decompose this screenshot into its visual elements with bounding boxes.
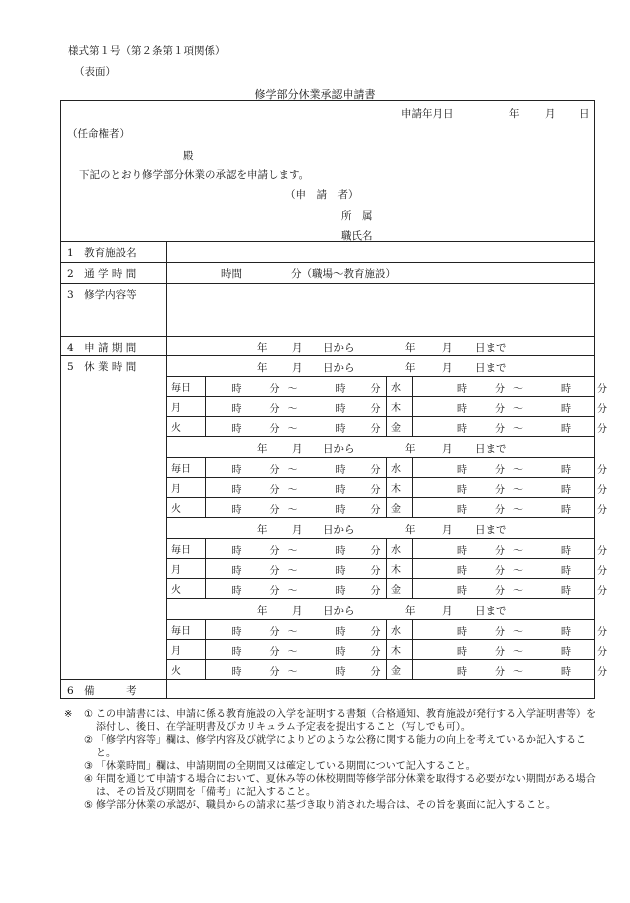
date-label: 申請年月日 <box>401 108 454 120</box>
time-range-left[interactable] <box>205 458 387 478</box>
day-left: 毎日 <box>167 539 205 559</box>
sched-tilde: ～ <box>287 627 298 638</box>
time-range-left[interactable] <box>205 640 387 660</box>
sched-tilde: ～ <box>287 404 298 415</box>
period-value-cell[interactable] <box>167 337 595 356</box>
period-month-2: 月 <box>442 342 453 354</box>
sched-minute: 分 <box>269 485 280 496</box>
time-range-right[interactable] <box>413 660 607 680</box>
sched-year: 年 <box>257 605 268 617</box>
time-range-right[interactable] <box>413 539 607 559</box>
note-text: 年間を通じて申請する場合において、夏休み等の休校期間等修学部分休業を取得する必要がない期間がある場合は、その旨及び期間を「備考」に記入すること。 <box>96 774 596 798</box>
sched-hour: 時 <box>457 465 467 476</box>
day-left: 火 <box>167 579 205 599</box>
sched-hour-2: 時 <box>561 384 571 395</box>
schedule-row <box>167 660 594 680</box>
commute-label-cell <box>61 263 167 284</box>
sched-hour-2: 時 <box>561 404 571 415</box>
note-mark: ⑤ <box>84 800 93 811</box>
content-value-cell[interactable] <box>167 284 595 337</box>
day-left: 月 <box>167 640 205 660</box>
day-right: 金 <box>387 417 413 437</box>
sched-minute: 分 <box>495 505 505 516</box>
edu-label-cell <box>61 242 167 263</box>
time-range-left[interactable] <box>205 620 387 640</box>
sched-minute: 分 <box>269 667 280 678</box>
note-text: この申請書には、申請に係る教育施設の入学を証明する書類（合格通知、教育施設が発行する入学証明書等）を添付し、後日、在学証明書及びカリキュラム予定表を提出すること（写しでも可）。 <box>96 709 596 733</box>
sched-until: 日まで <box>475 524 507 536</box>
sched-hour: 時 <box>457 485 467 496</box>
sched-minute: 分 <box>495 586 505 597</box>
sched-tilde: ～ <box>287 485 298 496</box>
note-item <box>62 799 597 812</box>
edu-value-cell[interactable] <box>167 242 595 263</box>
sched-hour-2: 時 <box>561 566 571 577</box>
sched-hour-2: 時 <box>335 485 346 496</box>
sched-year-2: 年 <box>405 605 416 617</box>
sched-tilde: ～ <box>513 647 523 658</box>
sched-minute: 分 <box>495 424 505 435</box>
honorific-label: 殿 <box>183 150 194 162</box>
sched-minute: 分 <box>269 384 280 395</box>
sched-minute-2: 分 <box>597 546 607 557</box>
sched-hour-2: 時 <box>561 586 571 597</box>
date-day[interactable]: 日 <box>579 108 590 120</box>
sched-hour-2: 時 <box>335 384 346 395</box>
sched-minute-2: 分 <box>370 384 381 395</box>
time-range-right[interactable] <box>413 377 607 397</box>
note-mark: ③ <box>84 761 93 772</box>
sched-tilde: ～ <box>513 424 523 435</box>
sched-hour-2: 時 <box>335 505 346 516</box>
period-from: 日から <box>323 342 355 354</box>
sched-hour-2: 時 <box>335 465 346 476</box>
sched-minute-2: 分 <box>597 404 607 415</box>
day-right: 水 <box>387 620 413 640</box>
sched-hour-2: 時 <box>335 404 346 415</box>
side-label: （表面） <box>74 66 116 78</box>
sched-from: 日から <box>323 443 355 455</box>
sched-minute: 分 <box>269 647 280 658</box>
sched-year: 年 <box>257 524 268 536</box>
sched-year-2: 年 <box>405 443 416 455</box>
sched-minute: 分 <box>269 627 280 638</box>
schedule-row <box>167 397 594 417</box>
sched-minute-2: 分 <box>597 465 607 476</box>
time-range-left[interactable] <box>205 539 387 559</box>
day-left: 火 <box>167 498 205 518</box>
time-range-left[interactable] <box>205 559 387 579</box>
sched-minute-2: 分 <box>370 465 381 476</box>
sched-tilde: ～ <box>287 384 298 395</box>
sched-hour-2: 時 <box>561 424 571 435</box>
sched-tilde: ～ <box>287 586 298 597</box>
sched-tilde: ～ <box>287 667 298 678</box>
sched-tilde: ～ <box>287 505 298 516</box>
sched-minute-2: 分 <box>597 667 607 678</box>
application-form-table <box>60 100 607 699</box>
time-range-left[interactable] <box>205 579 387 599</box>
sched-minute: 分 <box>495 627 505 638</box>
sched-minute: 分 <box>269 586 280 597</box>
schedule-period-line[interactable] <box>167 517 594 538</box>
sched-hour: 時 <box>231 404 242 415</box>
sched-hour-2: 時 <box>561 505 571 516</box>
sched-minute-2: 分 <box>370 485 381 496</box>
note-mark: ② <box>84 735 93 746</box>
sched-hour-2: 時 <box>561 647 571 658</box>
day-right: 水 <box>387 539 413 559</box>
sched-month: 月 <box>292 362 303 374</box>
schedule-row <box>167 417 594 437</box>
authority-label: （任命権者） <box>67 128 130 140</box>
time-range-right[interactable] <box>413 620 607 640</box>
sched-hour: 時 <box>457 627 467 638</box>
sched-minute: 分 <box>269 404 280 415</box>
sched-from: 日から <box>323 524 355 536</box>
sched-hour: 時 <box>457 404 467 415</box>
schedule-grid <box>167 538 607 598</box>
hours-label: 5 休 業 時 間 <box>67 361 137 373</box>
sched-minute-2: 分 <box>370 505 381 516</box>
day-right: 水 <box>387 458 413 478</box>
sched-hour-2: 時 <box>335 667 346 678</box>
sched-month: 月 <box>292 605 303 617</box>
sched-minute-2: 分 <box>370 647 381 658</box>
sched-tilde: ～ <box>513 586 523 597</box>
day-left: 毎日 <box>167 458 205 478</box>
day-right: 木 <box>387 559 413 579</box>
day-right: 金 <box>387 498 413 518</box>
note-mark: ① <box>84 709 93 720</box>
schedule-grid <box>167 376 607 436</box>
sched-minute: 分 <box>495 485 505 496</box>
sched-hour-2: 時 <box>561 546 571 557</box>
sched-hour: 時 <box>231 485 242 496</box>
sched-hour: 時 <box>231 384 242 395</box>
schedule-row <box>167 579 594 599</box>
sched-minute-2: 分 <box>597 505 607 516</box>
time-range-left[interactable] <box>205 397 387 417</box>
sched-minute-2: 分 <box>370 424 381 435</box>
sched-hour: 時 <box>231 647 242 658</box>
affiliation-label[interactable]: 所 属 <box>341 210 373 222</box>
sched-minute-2: 分 <box>597 647 607 658</box>
sched-hour: 時 <box>231 586 242 597</box>
sched-month-2: 月 <box>442 362 453 374</box>
time-range-right[interactable] <box>413 498 607 518</box>
sched-until: 日まで <box>475 443 507 455</box>
day-right: 金 <box>387 579 413 599</box>
day-right: 木 <box>387 478 413 498</box>
sched-hour: 時 <box>231 505 242 516</box>
sched-minute: 分 <box>269 546 280 557</box>
edu-label: 1 教育施設名 <box>67 247 137 259</box>
note-text: 修学部分休業の承認が、職員からの請求に基づき取り消された場合は、その旨を裏面に記入すること。 <box>96 800 556 811</box>
hours-label-cell <box>61 356 167 680</box>
sched-minute-2: 分 <box>370 586 381 597</box>
sched-tilde: ～ <box>287 647 298 658</box>
sched-year: 年 <box>257 362 268 374</box>
sched-tilde: ～ <box>287 424 298 435</box>
sched-year-2: 年 <box>405 362 416 374</box>
commute-label: 2 通 学 時 間 <box>67 268 137 280</box>
note-item <box>62 734 597 760</box>
sched-hour: 時 <box>231 424 242 435</box>
day-left: 火 <box>167 660 205 680</box>
sched-minute-2: 分 <box>597 424 607 435</box>
day-right: 水 <box>387 377 413 397</box>
time-range-right[interactable] <box>413 640 607 660</box>
sched-hour: 時 <box>457 505 467 516</box>
time-range-left[interactable] <box>205 417 387 437</box>
day-left: 月 <box>167 478 205 498</box>
period-month: 月 <box>292 342 303 354</box>
day-left: 月 <box>167 559 205 579</box>
schedule-period-line[interactable] <box>167 436 594 457</box>
time-range-left[interactable] <box>205 377 387 397</box>
sched-minute-2: 分 <box>370 566 381 577</box>
time-range-right[interactable] <box>413 458 607 478</box>
day-left: 火 <box>167 417 205 437</box>
day-right: 木 <box>387 640 413 660</box>
remarks-label: 6 備 考 <box>67 685 137 697</box>
sched-minute: 分 <box>495 546 505 557</box>
sched-tilde: ～ <box>513 505 523 516</box>
sched-month-2: 月 <box>442 524 453 536</box>
note-text: 「修学内容等」欄は、修学内容及び就学によりどのような公務に関する能力の向上を考えているか記入すること。 <box>96 735 586 759</box>
content-label: 3 修学内容等 <box>67 289 137 301</box>
sched-tilde: ～ <box>513 485 523 496</box>
sched-hour: 時 <box>231 546 242 557</box>
time-range-left[interactable] <box>205 660 387 680</box>
sched-from: 日から <box>323 605 355 617</box>
sched-minute: 分 <box>495 384 505 395</box>
schedule-row <box>167 478 594 498</box>
time-range-left[interactable] <box>205 478 387 498</box>
date-month[interactable]: 月 <box>545 108 556 120</box>
sched-minute-2: 分 <box>370 404 381 415</box>
note-item <box>62 760 597 773</box>
sched-hour-2: 時 <box>335 647 346 658</box>
sched-hour: 時 <box>231 465 242 476</box>
note-text: 「休業時間」欄は、申請期間の全期間又は確定している期間について記入すること。 <box>96 761 476 772</box>
sched-minute-2: 分 <box>597 384 607 395</box>
sched-minute: 分 <box>495 667 505 678</box>
commute-hours-label: 時間 <box>221 268 242 280</box>
schedule-row <box>167 458 594 478</box>
day-left: 毎日 <box>167 377 205 397</box>
sched-hour: 時 <box>231 566 242 577</box>
sched-hour-2: 時 <box>561 465 571 476</box>
note-item <box>62 708 597 734</box>
remarks-value-cell[interactable] <box>167 680 595 699</box>
sched-hour: 時 <box>231 667 242 678</box>
sched-minute: 分 <box>269 505 280 516</box>
sched-until: 日まで <box>475 605 507 617</box>
schedule-row <box>167 377 594 397</box>
sched-minute-2: 分 <box>597 586 607 597</box>
sched-until: 日まで <box>475 362 507 374</box>
sched-minute-2: 分 <box>597 627 607 638</box>
sched-hour-2: 時 <box>335 546 346 557</box>
period-label: 4 申 請 期 間 <box>67 342 137 354</box>
sched-hour-2: 時 <box>335 627 346 638</box>
sched-month-2: 月 <box>442 605 453 617</box>
sched-year-2: 年 <box>405 524 416 536</box>
sched-hour-2: 時 <box>561 485 571 496</box>
statement-text: 下記のとおり修学部分休業の承認を申請します。 <box>79 169 310 181</box>
sched-tilde: ～ <box>287 566 298 577</box>
hours-value-cell <box>167 356 607 680</box>
time-range-right[interactable] <box>413 579 607 599</box>
sched-minute: 分 <box>495 404 505 415</box>
sched-hour: 時 <box>457 384 467 395</box>
sched-hour-2: 時 <box>335 424 346 435</box>
sched-hour: 時 <box>457 566 467 577</box>
sched-minute: 分 <box>269 424 280 435</box>
sched-year: 年 <box>257 443 268 455</box>
time-range-right[interactable] <box>413 417 607 437</box>
sched-tilde: ～ <box>513 627 523 638</box>
sched-minute-2: 分 <box>370 546 381 557</box>
schedule-row <box>167 498 594 518</box>
period-year: 年 <box>257 342 268 354</box>
sched-tilde: ～ <box>513 465 523 476</box>
schedule-row <box>167 640 594 660</box>
commute-value-cell[interactable] <box>167 263 595 284</box>
schedule-grid <box>167 457 607 517</box>
page-title: 修学部分休業承認申請書 <box>254 88 376 101</box>
time-range-left[interactable] <box>205 498 387 518</box>
sched-minute-2: 分 <box>370 667 381 678</box>
sched-month: 月 <box>292 443 303 455</box>
remarks-label-cell <box>61 680 167 699</box>
day-right: 木 <box>387 397 413 417</box>
sched-minute: 分 <box>495 566 505 577</box>
sched-hour: 時 <box>457 586 467 597</box>
sched-tilde: ～ <box>513 566 523 577</box>
date-year[interactable]: 年 <box>509 108 520 120</box>
sched-month-2: 月 <box>442 443 453 455</box>
sched-hour-2: 時 <box>561 627 571 638</box>
form-number: 様式第１号（第２条第１項関係） <box>68 45 226 57</box>
commute-minutes-label: 分（職場～教育施設） <box>291 268 396 280</box>
note-star: ※ <box>64 709 73 720</box>
period-until: 日まで <box>475 342 507 354</box>
time-range-right[interactable] <box>413 559 607 579</box>
sched-minute-2: 分 <box>370 627 381 638</box>
sched-tilde: ～ <box>287 546 298 557</box>
sched-tilde: ～ <box>513 404 523 415</box>
day-right: 金 <box>387 660 413 680</box>
sched-month: 月 <box>292 524 303 536</box>
sched-minute: 分 <box>269 465 280 476</box>
sched-tilde: ～ <box>513 667 523 678</box>
sched-minute-2: 分 <box>597 566 607 577</box>
note-mark: ④ <box>84 774 93 785</box>
sched-minute-2: 分 <box>597 485 607 496</box>
sched-hour: 時 <box>231 627 242 638</box>
header-cell <box>61 101 595 242</box>
applicant-label: （申 請 者） <box>285 189 359 201</box>
notes-section <box>62 708 597 812</box>
note-item <box>62 773 597 799</box>
schedule-row <box>167 620 594 640</box>
sched-minute: 分 <box>495 647 505 658</box>
day-left: 月 <box>167 397 205 417</box>
sched-hour-2: 時 <box>561 667 571 678</box>
schedule-period-line[interactable] <box>167 598 594 619</box>
sched-hour: 時 <box>457 546 467 557</box>
sched-hour-2: 時 <box>335 566 346 577</box>
sched-tilde: ～ <box>513 384 523 395</box>
schedule-grid <box>167 619 607 679</box>
day-left: 毎日 <box>167 620 205 640</box>
schedule-row <box>167 559 594 579</box>
sched-hour-2: 時 <box>335 586 346 597</box>
sched-minute: 分 <box>495 465 505 476</box>
sched-hour: 時 <box>457 667 467 678</box>
period-label-cell <box>61 337 167 356</box>
position-name-label[interactable]: 職氏名 <box>341 230 373 242</box>
sched-from: 日から <box>323 362 355 374</box>
sched-hour: 時 <box>457 424 467 435</box>
time-range-right[interactable] <box>413 397 607 417</box>
period-year-2: 年 <box>405 342 416 354</box>
sched-tilde: ～ <box>287 465 298 476</box>
sched-hour: 時 <box>457 647 467 658</box>
sched-tilde: ～ <box>513 546 523 557</box>
time-range-right[interactable] <box>413 478 607 498</box>
sched-minute: 分 <box>269 566 280 577</box>
schedule-period-line[interactable] <box>167 356 594 376</box>
content-label-cell <box>61 284 167 337</box>
schedule-row <box>167 539 594 559</box>
